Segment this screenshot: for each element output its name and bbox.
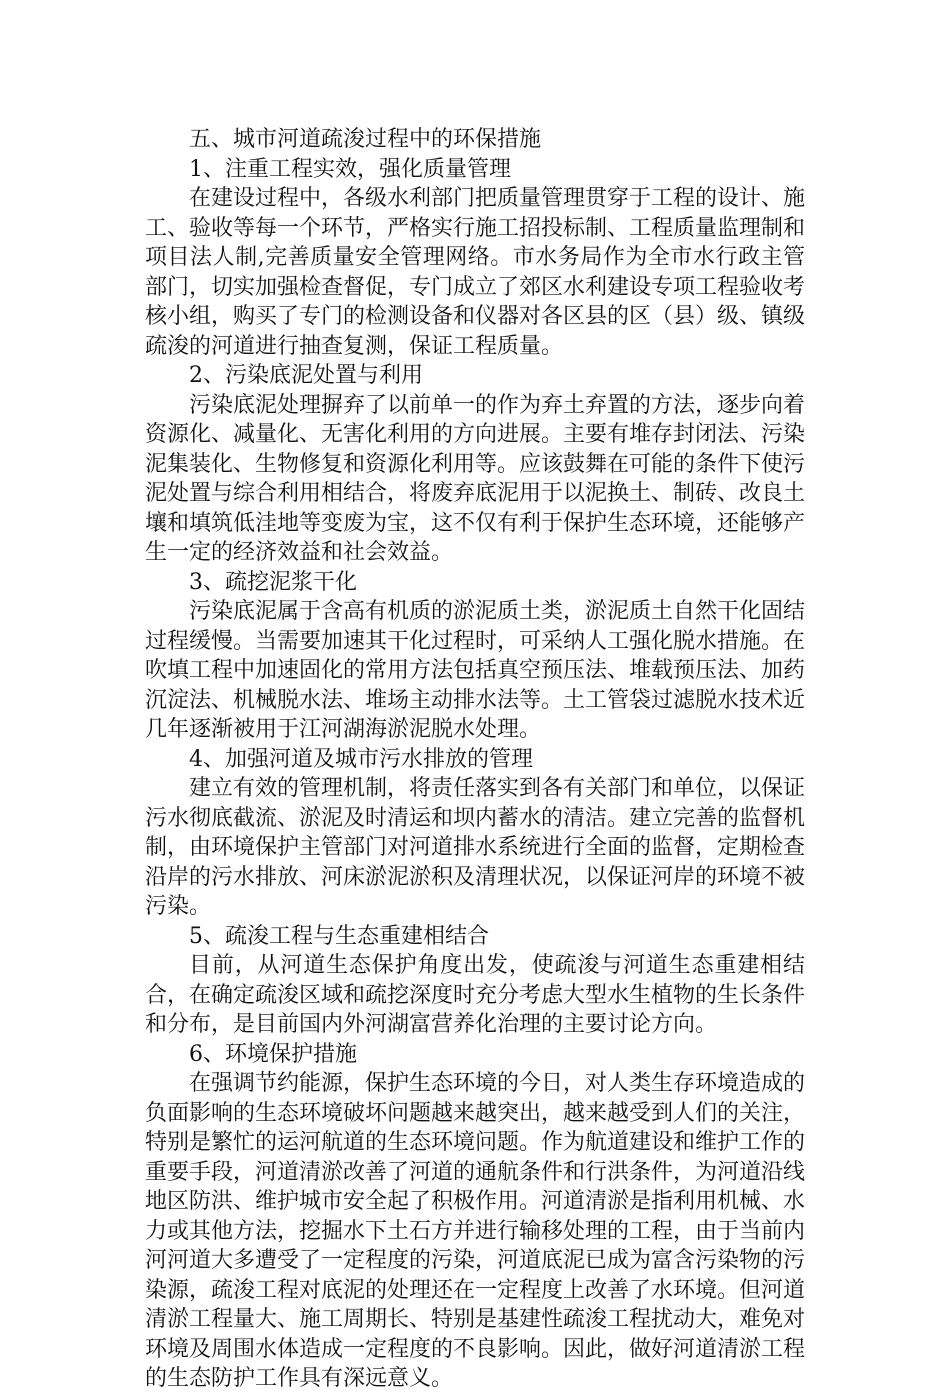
section-body-6: 在强调节约能源，保护生态环境的今日，对人类生存环境造成的负面影响的生态环境破坏问题越来越突出，越来越受到人们的关注，特别是繁忙的运河航道的生态环境问题。作为航道建设和维护工作的重要手段，河道清淤改善了河道的通航条件和行洪条件，为河道沿线地区防洪、维护城市安全起了积极作用。河道清淤是指利用机械、水力或其他方法，挖掘水下土石方并进行输移处理的工程，由于当前内河河道大多遭受了一定程度的污染，河道底泥已成为富含污染物的污染源，疏浚工程对底泥的处理还在一定程度上改善了水环境。但河道清淤工程量大、施工周期长、特别是基建性疏浚工程扰动大，难免对环境及周围水体造成一定程度的不良影响。因此，做好河道清淤工程的生态防护工作具有深远意义。 bbox=[145, 1071, 806, 1391]
section-heading-4: 4、加强河道及城市污水排放的管理 bbox=[189, 746, 533, 772]
section-heading-1: 1、注重工程实效，强化质量管理 bbox=[189, 156, 511, 182]
section-body-4: 建立有效的管理机制，将责任落实到各有关部门和单位，以保证污水彻底截流、淤泥及时清运和坝内蓄水的清洁。建立完善的监督机制，由环境保护主管部门对河道排水系统进行全面的监督，定期检查沿岸的污水排放、河床淤泥淤积及清理状况，以保证河岸的环境不被污染。 bbox=[145, 776, 806, 919]
section-heading-3: 3、疏挖泥浆干化 bbox=[189, 569, 357, 595]
section-body-3: 污染底泥属于含高有机质的淤泥质土类，淤泥质土自然干化固结过程缓慢。当需要加速其干化过程时，可采纳人工强化脱水措施。在吹填工程中加速固化的常用方法包括真空预压法、堆载预压法、加药沉淀法、机械脱水法、堆场主动排水法等。土工管袋过滤脱水技术近几年逐渐被用于江河湖海淤泥脱水处理。 bbox=[145, 599, 806, 742]
document-page bbox=[145, 125, 805, 1394]
section-heading-5: 5、疏浚工程与生态重建相结合 bbox=[189, 923, 489, 949]
document-title: 五、城市河道疏浚过程中的环保措施 bbox=[189, 127, 542, 152]
section-body-2: 污染底泥处理摒弃了以前单一的作为弃土弃置的方法，逐步向着资源化、减量化、无害化利用的方向进展。主要有堆存封闭法、污染泥集装化、生物修复和资源化利用等。应该鼓舞在可能的条件下使污泥处置与综合利用相结合，将废弃底泥用于以泥换土、制砖、改良土壤和填筑低洼地等变废为宝，这不仅有利于保护生态环境，还能够产生一定的经济效益和社会效益。 bbox=[145, 392, 806, 565]
section-body-1: 在建设过程中，各级水利部门把质量管理贯穿于工程的设计、施工、验收等每一个环节，严格实行施工招投标制、工程质量监理制和项目法人制,完善质量安全管理网络。市水务局作为全市水行政主管部门，切实加强检查督促，专门成立了郊区水利建设专项工程验收考核小组，购买了专门的检测设备和仪器对各区县的区（县）级、镇级疏浚的河道进行抽查复测，保证工程质量。 bbox=[145, 186, 806, 359]
section-body-5: 目前，从河道生态保护角度出发，使疏浚与河道生态重建相结合，在确定疏浚区域和疏挖深度时充分考虑大型水生植物的生长条件和分布，是目前国内外河湖富营养化治理的主要讨论方向。 bbox=[145, 953, 806, 1037]
section-heading-6: 6、环境保护措施 bbox=[189, 1041, 357, 1067]
section-heading-2: 2、污染底泥处置与利用 bbox=[189, 363, 423, 388]
